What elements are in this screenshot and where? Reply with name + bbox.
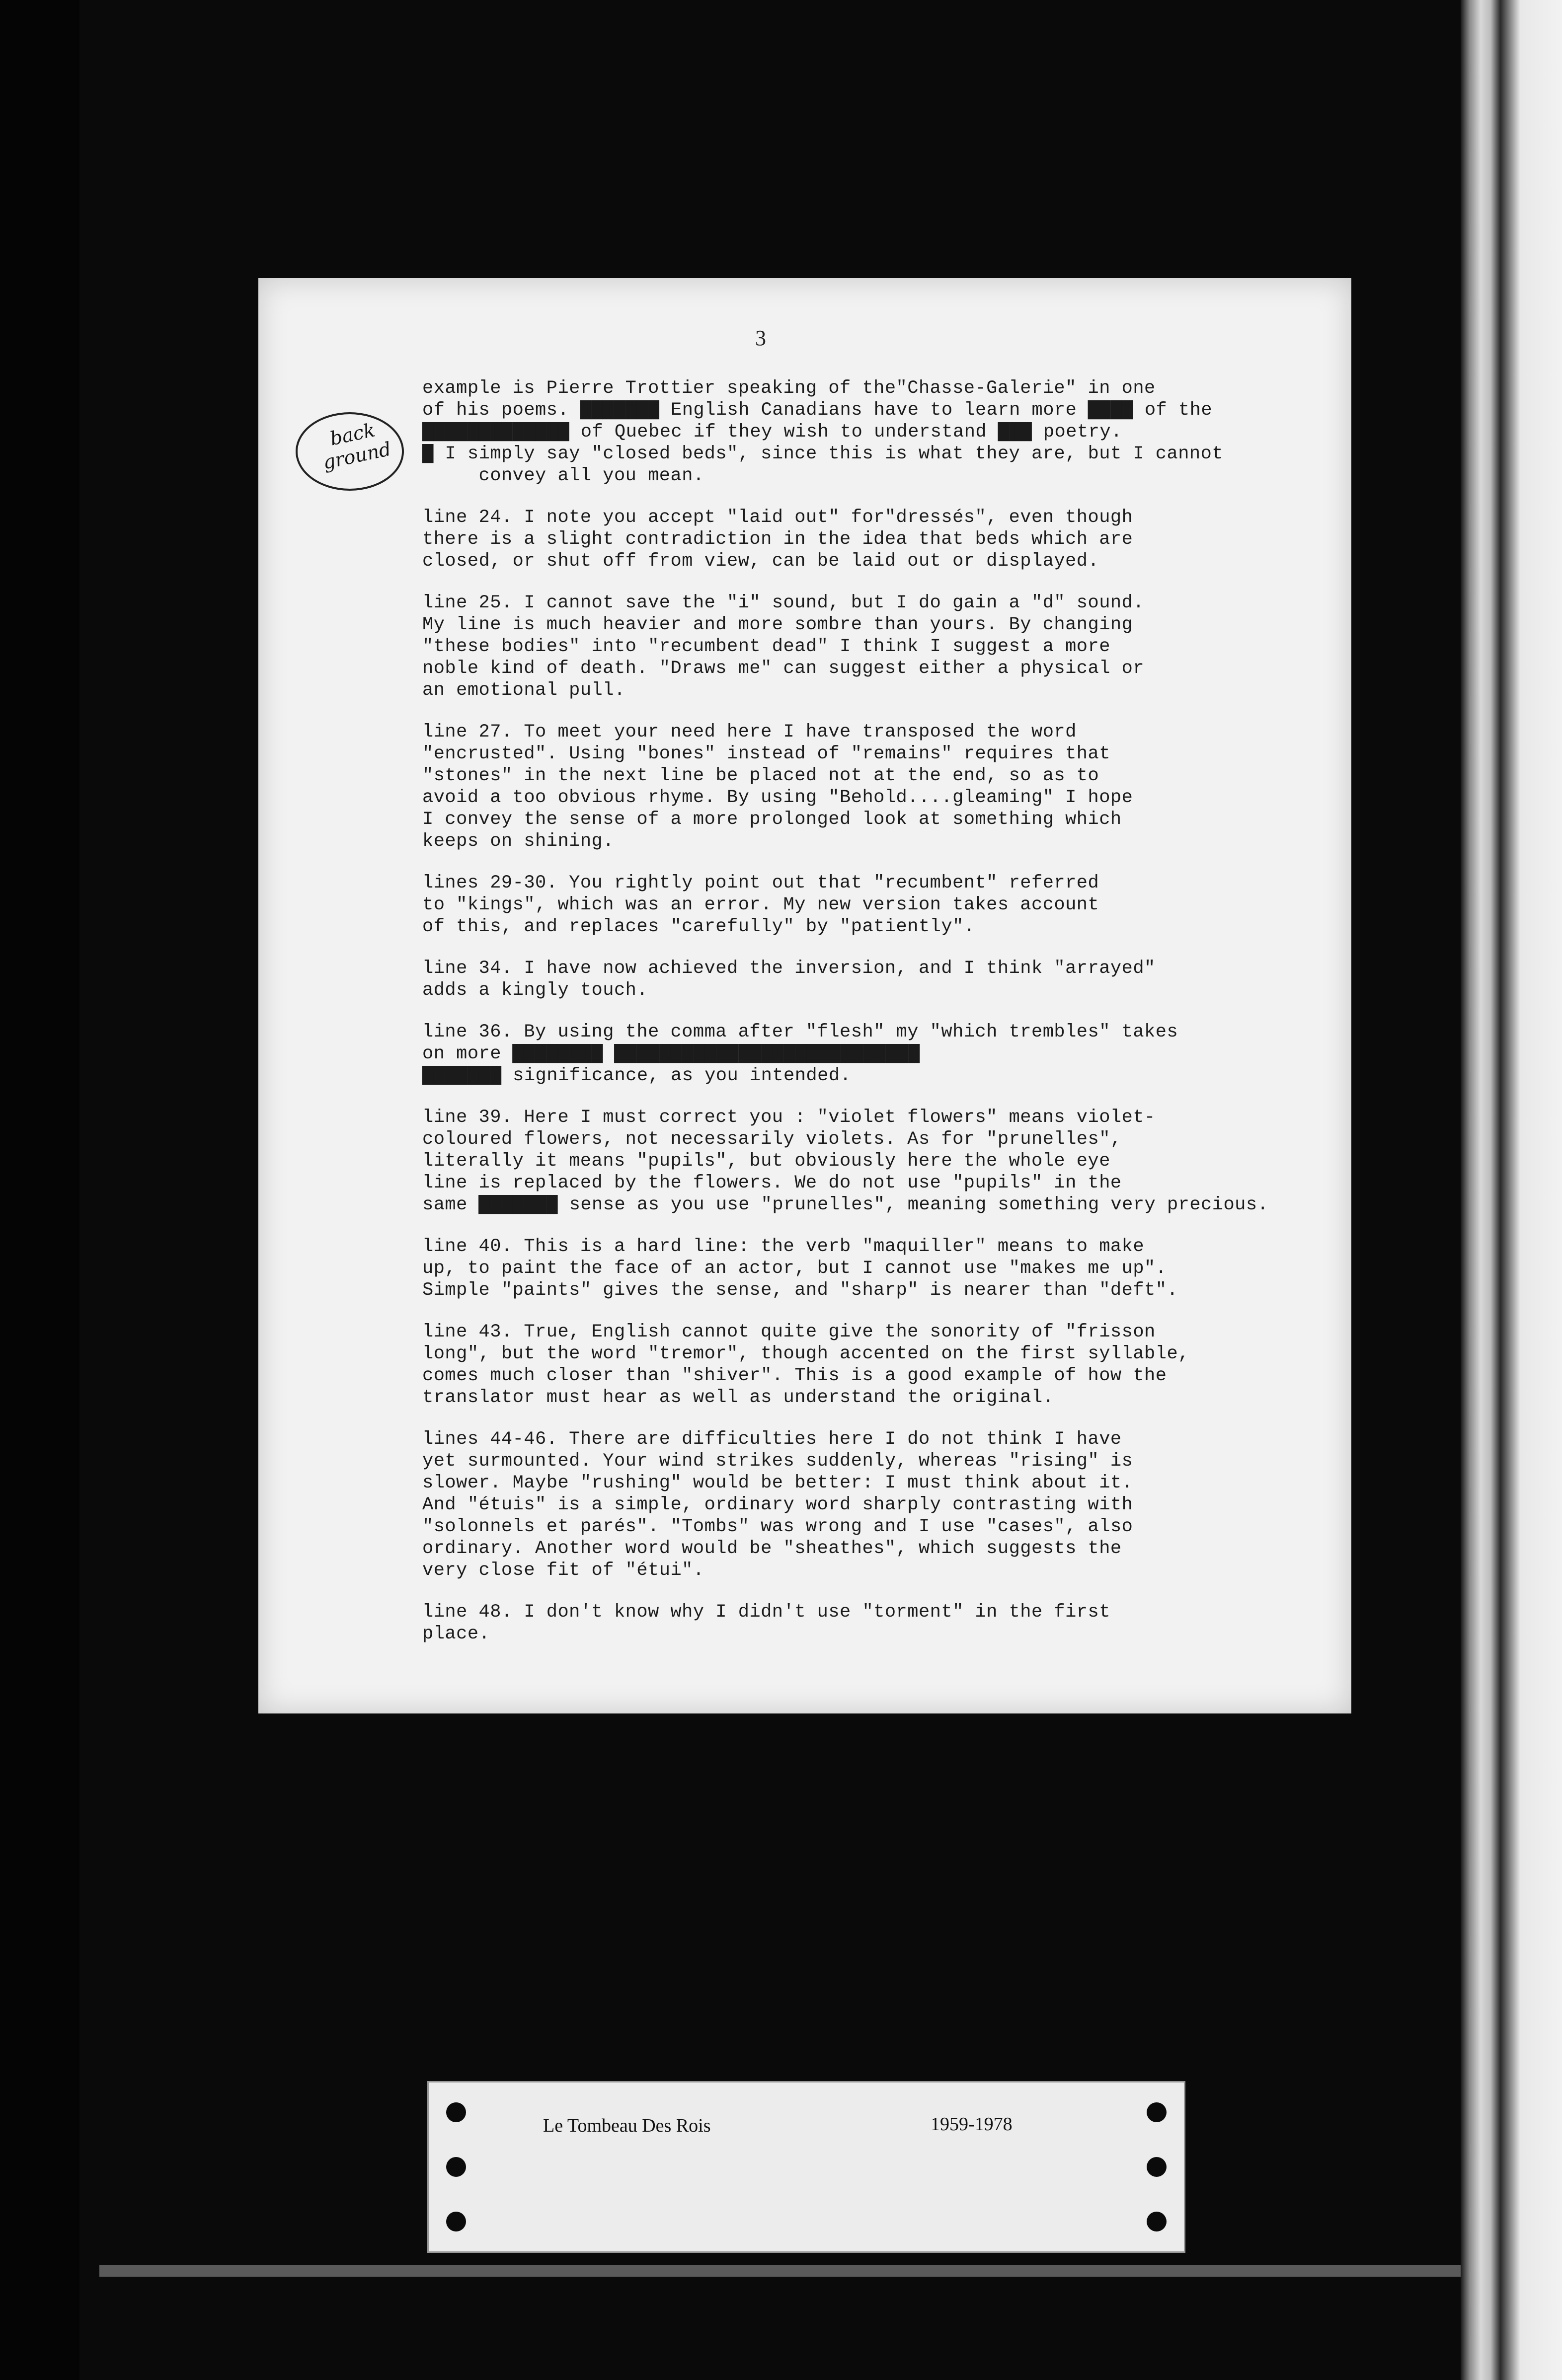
paragraph-line-34: line 34. I have now achieved the inversion, and I think "arrayed" adds a kingly touch. bbox=[422, 958, 1156, 1001]
punch-hole bbox=[446, 2157, 466, 2177]
archive-label-card bbox=[427, 2081, 1185, 2253]
paragraph-line-27: line 27. To meet your need here I have transposed the word "encrusted". Using "bones" instead of "remains" requires that "stones" in the next line be placed not at the end, so as to avoid a too obvious rhyme. By using "Behold....gleaming" I hope I convey the sense of a more prolonged look at something which keeps on shining. bbox=[422, 722, 1133, 852]
punch-hole bbox=[446, 2212, 466, 2231]
paragraph-line-43: line 43. True, English cannot quite give the sonority of "frisson long", but the word "tremor", though accented on the first syllable, comes much closer than "shiver". This is a good example of how the translator must hear as well as understand the original. bbox=[422, 1322, 1189, 1408]
margin-note-text: back ground bbox=[321, 419, 393, 474]
label-title: Le Tombeau Des Rois bbox=[543, 2115, 711, 2136]
film-border-left bbox=[0, 0, 79, 2380]
paragraph-line-48: line 48. I don't know why I didn't use "torment" in the first place. bbox=[422, 1602, 1110, 1644]
punch-hole bbox=[1147, 2157, 1167, 2177]
film-border-bottom bbox=[99, 2265, 1461, 2277]
typed-letter-page bbox=[258, 278, 1351, 1713]
punch-hole bbox=[1147, 2212, 1167, 2231]
paragraph-lines-29-30: lines 29-30. You rightly point out that "recumbent" referred to "kings", which was an error. My new version takes account of this, and replaces "carefully" by "patiently". bbox=[422, 873, 1099, 937]
paragraph-line-40: line 40. This is a hard line: the verb "maquiller" means to make up, to paint the face of an actor, but I cannot use "makes me up". Simple "paints" gives the sense, and "sharp" is nearer than "deft". bbox=[422, 1236, 1178, 1301]
paragraph-line-39: line 39. Here I must correct you : "violet flowers" means violet- coloured flowers, not necessarily violets. As for "prunelles", literally it means "pupils", but obviously here the whole eye line is replaced by the flowers. We do not use "pupils" in the same ▇▇▇▇▇▇▇ sense as you use "prunelles", meaning something very precious. bbox=[422, 1107, 1269, 1215]
page-number: 3 bbox=[755, 326, 766, 350]
punch-hole bbox=[1147, 2102, 1167, 2122]
paragraph-line-36: line 36. By using the comma after "flesh" my "which trembles" takes on more ▇▇▇▇▇▇▇▇ ▇▇▇▇▇▇▇▇▇▇▇▇▇▇▇▇▇▇▇▇▇▇▇▇▇▇▇ ▇▇▇▇▇▇▇ significance, as you intended. bbox=[422, 1022, 1178, 1086]
paragraph-lines-44-46: lines 44-46. There are difficulties here I do not think I have yet surmounted. Your wind strikes suddenly, whereas "rising" is slower. Maybe "rushing" would be better: I must think about it. And "étuis" is a simple, ordinary word sharply contrasting with "solonnels et parés". "Tombs" was wrong and I use "cases", also ordinary. Another word would be "sheathes", which suggests the very close fit of "étui". bbox=[422, 1429, 1133, 1581]
paragraph-line-25: line 25. I cannot save the "i" sound, but I do gain a "d" sound. My line is much heavier and more sombre than yours. By changing "these bodies" into "recumbent dead" I think I suggest a more noble kind of death. "Draws me" can suggest either a physical or an emotional pull. bbox=[422, 593, 1145, 701]
margin-note-circle bbox=[296, 412, 404, 491]
label-years: 1959-1978 bbox=[931, 2114, 1013, 2135]
film-border-right bbox=[1461, 0, 1562, 2380]
paragraph-intro: example is Pierre Trottier speaking of the"Chasse-Galerie" in one of his poems. ▇▇▇▇▇▇▇ English Canadians have to learn more ▇▇▇▇ of the ▇▇▇▇▇▇▇▇▇▇▇▇▇ of Quebec if they wish to understand ▇▇▇ poetry. ▇ I simply say "closed beds", since this is what they are, but I cannot convey all you mean. bbox=[422, 378, 1224, 486]
letter-body bbox=[422, 377, 1327, 1665]
paragraph-line-24: line 24. I note you accept "laid out" for"dressés", even though there is a slight contradiction in the idea that beds which are closed, or shut off from view, can be laid out or displayed. bbox=[422, 507, 1133, 572]
punch-hole bbox=[446, 2102, 466, 2122]
